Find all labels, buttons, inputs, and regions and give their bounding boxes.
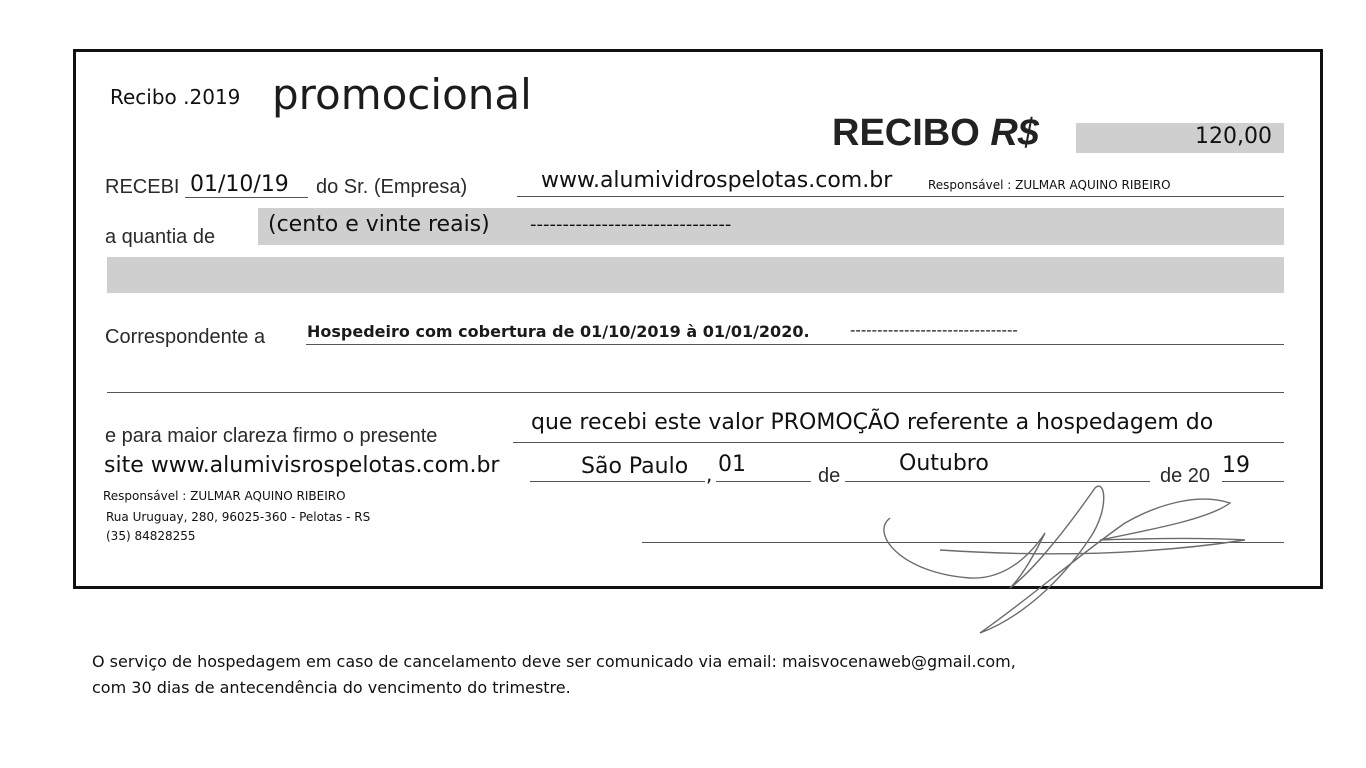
site-text: site www.alumivisrospelotas.com.br [104,453,500,478]
from-label: do Sr. (Empresa) [316,176,468,198]
footer-address: Rua Uruguay, 280, 96025-360 - Pelotas - RS [106,510,371,524]
received-date-line [185,197,308,198]
corner-title: Recibo .2019 [110,85,241,109]
amount-dashes: ------------------------------- [530,214,732,235]
amount-words-box-2 [107,257,1284,293]
signature [860,478,1260,638]
city: São Paulo [581,454,689,479]
note-line-1: O serviço de hospedagem em caso de cancelamento deve ser comunicado via email: maisvocenaweb@gmail.com, [92,652,1016,671]
footer-phone: (35) 84828255 [106,529,196,543]
year-suffix: 19 [1222,453,1250,478]
currency-symbol: R$ [990,112,1039,154]
year-label: de 20 [1160,465,1211,487]
day: 01 [718,452,746,477]
de-label: de [818,465,841,487]
received-date: 01/10/19 [190,172,289,197]
blank-line [107,392,1284,393]
receipt-heading [832,112,1039,155]
clarity-text: que recebi este valor PROMOÇÃO referente a hospedagem do [531,410,1214,435]
corresponds-text: Hospedeiro com cobertura de 01/10/2019 à 01/01/2020. [307,322,810,341]
month: Outubro [899,451,989,476]
corresponds-label: Correspondente a [105,326,266,348]
day-line [716,481,811,482]
date-comma: , [706,462,713,486]
company-line [517,196,1284,197]
responsible-inline: Responsável : ZULMAR AQUINO RIBEIRO [928,178,1171,192]
company-name: www.alumividrospelotas.com.br [541,168,893,193]
clarity-line [513,442,1284,443]
amount-words: (cento e vinte reais) [268,212,490,237]
receipt-heading-text: RECIBO [832,112,980,154]
city-line [530,481,705,482]
amount-label: a quantia de [105,226,216,248]
promo-label: promocional [272,70,532,119]
corresponds-line [306,344,1284,345]
amount-value: 120,00 [1195,124,1272,149]
note-line-2: com 30 dias de antecendência do vencimento do trimestre. [92,678,571,697]
corresponds-dashes: ------------------------------- [850,321,1018,339]
received-label: RECEBI [105,176,180,198]
footer-responsible: Responsável : ZULMAR AQUINO RIBEIRO [103,489,346,503]
clarity-label: e para maior clareza firmo o presente [105,425,438,447]
